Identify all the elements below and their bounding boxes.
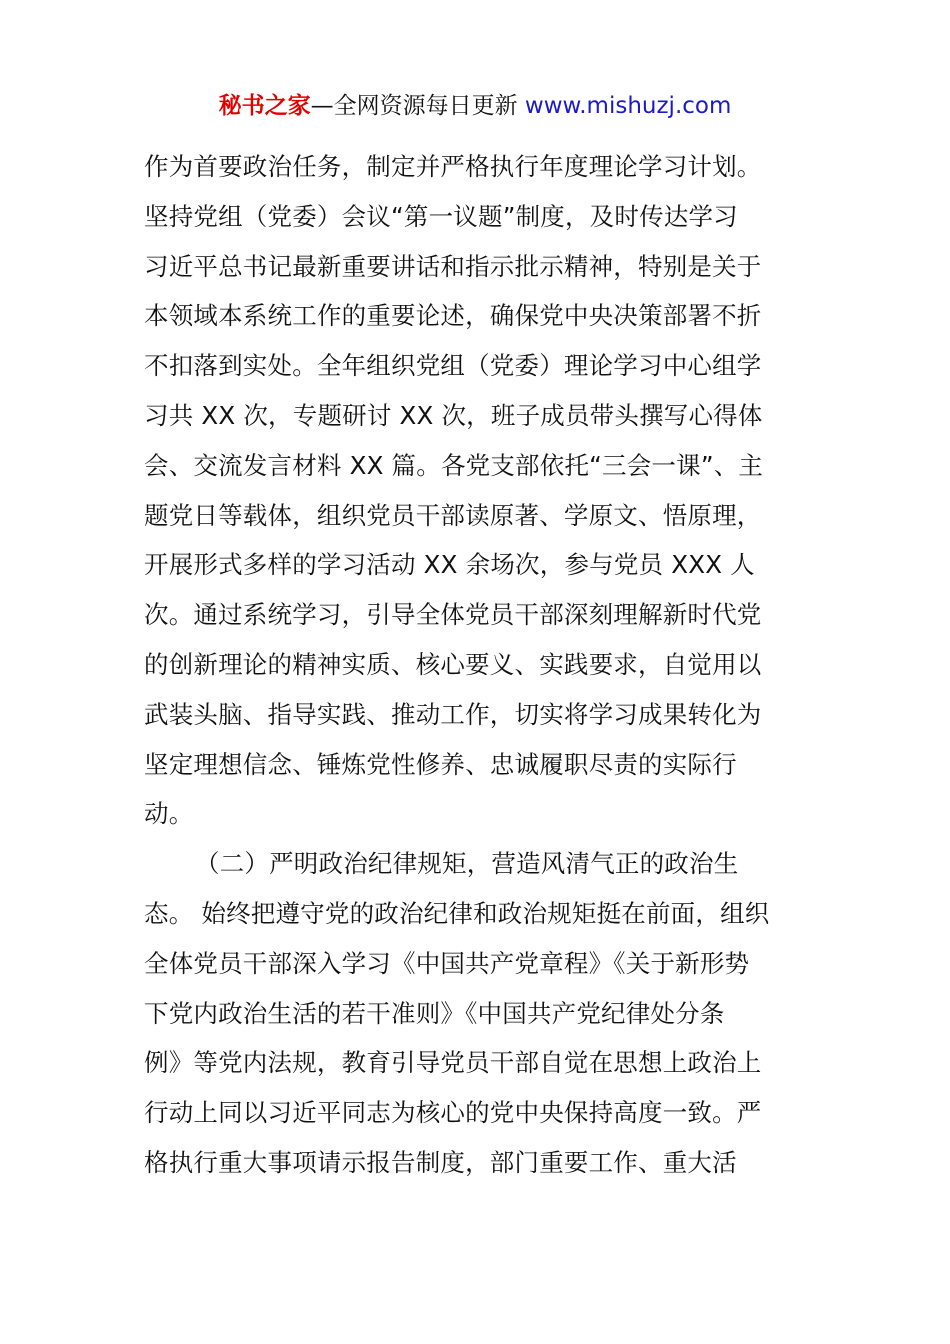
body-line-18: 下党内政治生活的若干准则》《中国共产党纪律处分条	[144, 998, 725, 1028]
body-line-13: 坚定理想信念、锤炼党性修养、忠诚履职尽责的实际行	[144, 749, 737, 779]
body-line-5: 不扣落到实处。全年组织党组（党委）理论学习中心组学	[144, 351, 762, 381]
site-url-link[interactable]: www.mishuzj.com	[524, 93, 732, 119]
body-line-9: 开展形式多样的学习活动 XX 余场次，参与党员 XXX 人	[144, 550, 755, 580]
body-line-11: 的创新理论的精神实质、核心要义、实践要求，自觉用以	[144, 649, 762, 679]
body-line-2: 坚持党组（党委）会议“第一议题”制度，及时传达学习	[144, 201, 738, 231]
page-header	[0, 90, 950, 122]
body-line-20: 行动上同以习近平同志为核心的党中央保持高度一致。严	[144, 1098, 762, 1128]
body-line-1: 作为首要政治任务，制定并严格执行年度理论学习计划。	[144, 152, 762, 181]
body-line-14: 动。	[144, 799, 194, 829]
body-line-19: 例》等党内法规，教育引导党员干部自觉在思想上政治上	[144, 1048, 762, 1078]
body-line-17: 全体党员干部深入学习《中国共产党章程》《关于新形势	[144, 948, 750, 978]
body-line-3: 习近平总书记最新重要讲话和指示批示精神，特别是关于	[144, 251, 762, 281]
body-line-8: 题党日等载体，组织党员干部读原著、学原文、悟原理，	[144, 500, 762, 530]
document-body	[144, 142, 814, 1188]
header-tagline: —全网资源每日更新	[310, 93, 525, 119]
body-line-7: 会、交流发言材料 XX 篇。各党支部依托“三会一课”、主	[144, 450, 764, 480]
body-line-6: 习共 XX 次，专题研讨 XX 次，班子成员带头撰写心得体	[144, 400, 763, 430]
section-heading-2: （二）严明政治纪律规矩，营造风清气正的政治生	[195, 849, 739, 879]
body-line-21: 格执行重大事项请示报告制度，部门重要工作、重大活	[144, 1147, 737, 1177]
body-line-10: 次。通过系统学习，引导全体党员干部深刻理解新时代党	[144, 600, 762, 630]
brand-name: 秘书之家	[218, 93, 311, 119]
body-line-12: 武装头脑、指导实践、推动工作，切实将学习成果转化为	[144, 699, 762, 729]
body-line-4: 本领域本系统工作的重要论述，确保党中央决策部署不折	[144, 301, 762, 331]
body-line-16: 态。 始终把遵守党的政治纪律和政治规矩挺在前面，组织	[144, 898, 770, 928]
